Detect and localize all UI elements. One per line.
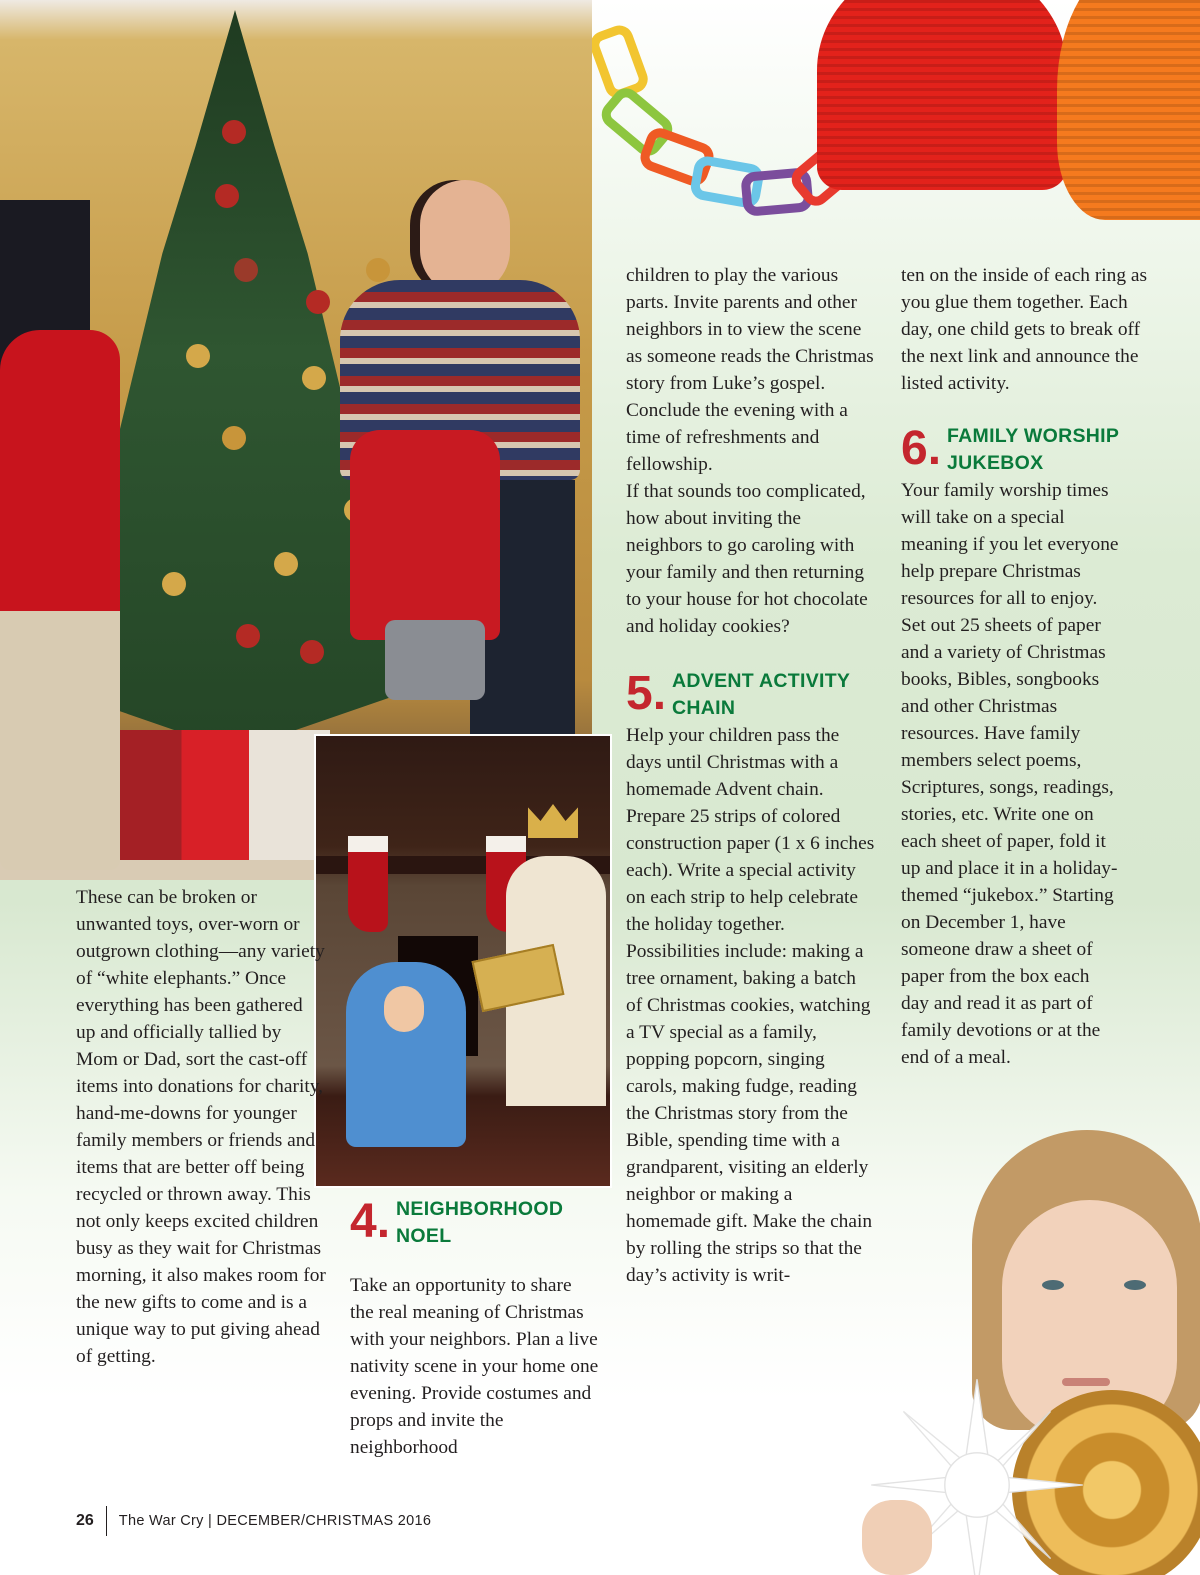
- article-column-2: [350, 1196, 600, 1461]
- body-paragraph: If that sounds too complicated, how about inviting the neighbors to go caroling with your family and then returning to your house for hot chocolate and holiday cookies?: [626, 481, 868, 637]
- girl-eye: [1124, 1280, 1146, 1290]
- section-number: 4.: [350, 1195, 391, 1248]
- section-title: ADVENT ACTIVITY CHAIN: [672, 670, 850, 719]
- article-column-4: [901, 262, 1161, 1071]
- ornament: [222, 426, 246, 450]
- article-column-3: [626, 262, 876, 1289]
- ornament: [274, 552, 298, 576]
- red-honeycomb-bell: [817, 0, 1067, 190]
- ornament: [300, 640, 324, 664]
- body-paragraph: children to play the various parts. Invite parents and other neighbors in to view the scene as someone reads the Christmas story from Luke’s gospel. Conclude the evening with a time of refreshments and fellowship.: [626, 265, 874, 475]
- page-footer: [76, 1506, 431, 1536]
- ornament: [366, 258, 390, 282]
- ornament: [215, 184, 239, 208]
- boy-figure: [0, 330, 120, 870]
- body-paragraph: Your family worship times will take on a special meaning if you let everyone help prepare Christmas resources for all to enjoy. Set out 25 sheets of paper and a variety of Christmas books, Bibles, songbooks and other Christmas resources. Have family members select poems, Scriptures, songs, readings, stories, etc. Write one on each sheet of paper, fold it up and place it in a holiday-themed “jukebox.” Starting on December 1, have someone draw a sheet of paper from the box each day and read it as part of family devotions or at the end of a meal.: [901, 480, 1119, 1068]
- body-paragraph: ten on the inside of each ring as you glue them together. Each day, one child gets to break off the next link and announce the listed activity.: [901, 265, 1148, 394]
- mother-head: [420, 180, 510, 295]
- body-paragraph: Take an opportunity to share the real meaning of Christmas with your neighbors. Plan a live nativity scene in your home one evening. Provide costumes and props and invite the neighborhood: [350, 1275, 599, 1458]
- ornament: [186, 344, 210, 368]
- ornament: [222, 120, 246, 144]
- children-nativity-play-photo: [314, 734, 612, 1188]
- ornament: [234, 258, 258, 282]
- section-title: NEIGHBORHOOD NOEL: [396, 1198, 564, 1247]
- section-5-heading: [626, 668, 876, 722]
- red-stocking: [348, 836, 388, 932]
- article-column-1: [76, 884, 326, 1370]
- girl-with-snowflake-photo: [862, 1130, 1200, 1575]
- paper-chain-and-bells-photo: [592, 0, 1200, 240]
- publication-line: The War Cry | DECEMBER/CHRISTMAS 2016: [118, 1513, 432, 1529]
- mary-face: [384, 986, 424, 1032]
- section-title: FAMILY WORSHIP JUKEBOX: [947, 425, 1119, 474]
- ornament: [162, 572, 186, 596]
- footer-divider: [106, 1506, 107, 1536]
- girl-red-shirt: [350, 430, 500, 640]
- ornament: [302, 366, 326, 390]
- ornament: [306, 290, 330, 314]
- section-number: 5.: [626, 667, 667, 720]
- section-4-heading: [350, 1196, 600, 1250]
- section-6-heading: [901, 423, 1161, 477]
- girl-eye: [1042, 1280, 1064, 1290]
- girl-ruffled-skirt: [385, 620, 485, 700]
- body-paragraph: These can be broken or unwanted toys, over-worn or outgrown clothing—any variety of “white elephants.” Once everything has been gathered up and officially tallied by Mom or Dad, sort the cast-off items into donations for charity, hand-me-downs for younger family members or friends and items that are better off being recycled or thrown away. This not only keeps excited children busy as they wait for Christmas morning, it also makes room for the new gifts to come and is a unique way to put giving ahead of getting.: [76, 887, 326, 1367]
- orange-honeycomb-bell: [1057, 0, 1200, 220]
- section-number: 6.: [901, 422, 942, 475]
- ornament: [236, 624, 260, 648]
- girl-hand: [862, 1500, 932, 1575]
- gold-crown: [528, 804, 578, 838]
- body-paragraph: Help your children pass the days until Christmas with a homemade Advent chain. Prepare 25 strips of colored construction paper (1 x 6 inches each). Write a special activity on each strip to help celebrate the holiday together. Possibilities include: making a tree ornament, baking a batch of Christmas cookies, watching a TV special as a family, popping popcorn, singing carols, making fudge, reading the Christmas story from the Bible, spending time with a grandparent, visiting an elderly neighbor or making a homemade gift. Make the chain by rolling the strips so that the day’s activity is writ-: [626, 725, 875, 1286]
- page-number: 26: [76, 1512, 94, 1529]
